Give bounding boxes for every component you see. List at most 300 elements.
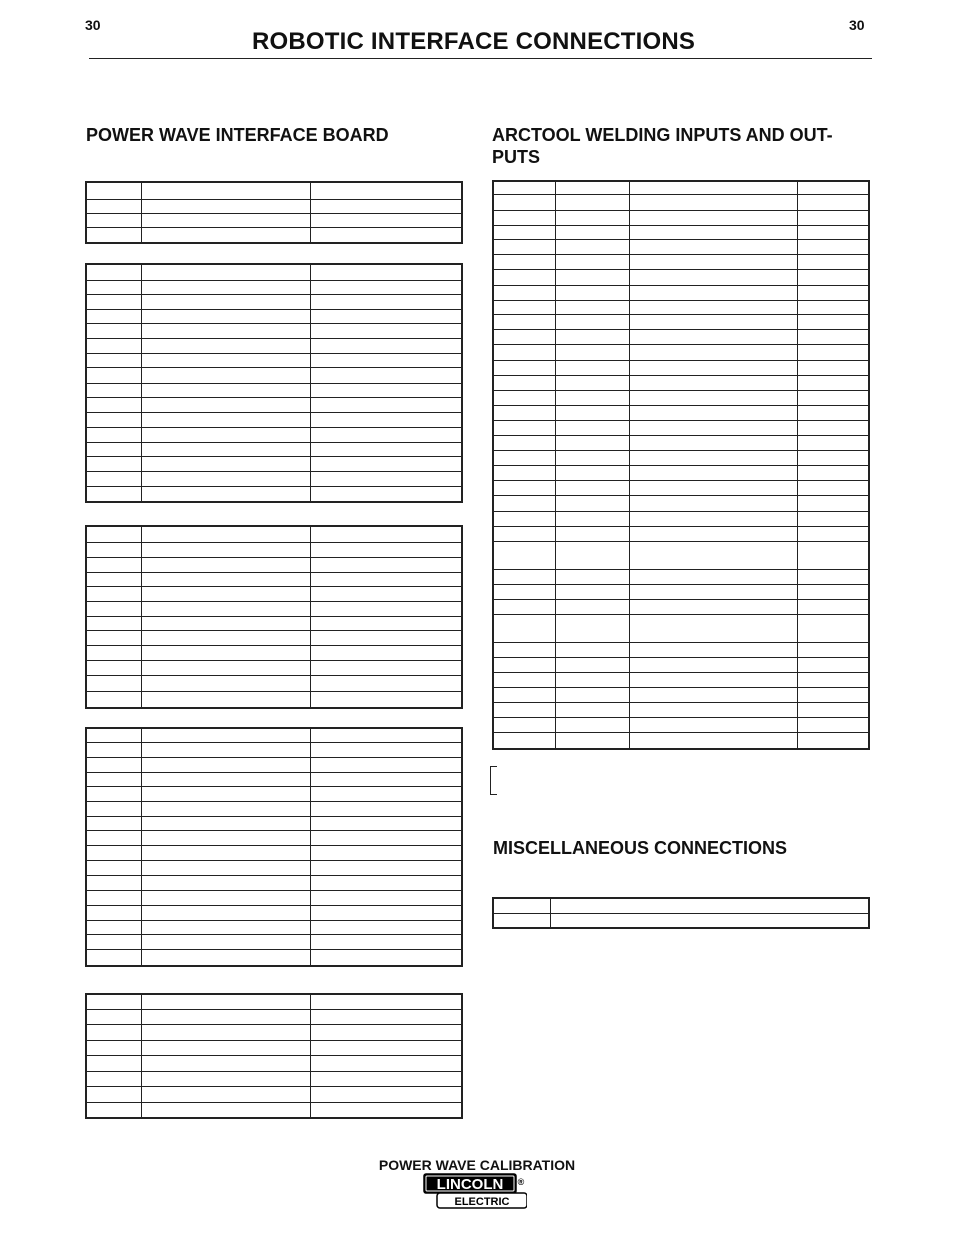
table-cell [141,397,310,412]
table-row [493,405,869,420]
table-cell [493,420,555,435]
table-cell [629,450,797,465]
table-row [86,660,462,675]
table-cell [493,181,555,194]
table-cell [555,181,629,194]
table-cell [86,934,141,949]
table-cell [493,599,555,614]
table-cell [141,323,310,338]
table-cell [86,557,141,572]
table-cell [141,383,310,397]
table-cell [493,702,555,717]
table-row [493,225,869,239]
table-cell [555,210,629,225]
table-cell [141,1055,310,1071]
table-cell [797,687,869,702]
table-cell [86,757,141,772]
table-cell [493,672,555,687]
table-row [86,1102,462,1118]
table-cell [86,630,141,645]
table-cell [141,427,310,442]
table-cell [629,465,797,480]
table-cell [141,456,310,471]
table-cell [141,471,310,486]
table-cell [797,614,869,642]
table-cell [310,905,462,920]
table-row [86,227,462,243]
table-cell [493,495,555,511]
table-cell [141,338,310,353]
table-cell [629,285,797,300]
table-cell [629,732,797,749]
table-cell [310,949,462,966]
table-row [86,542,462,557]
table-row [86,786,462,801]
table-cell [797,254,869,269]
table-cell [141,542,310,557]
table-cell [86,601,141,616]
table-cell [310,1040,462,1055]
table-row [86,526,462,542]
table-cell [141,1102,310,1118]
table-row [493,526,869,541]
table-cell [629,511,797,526]
table-cell [86,645,141,660]
table-cell [555,194,629,210]
table-cell [797,569,869,584]
table-cell [86,786,141,801]
table-cell [555,569,629,584]
table-cell [629,702,797,717]
table-cell [797,541,869,569]
table-cell [555,360,629,375]
table-cell [493,584,555,599]
table-row [493,314,869,329]
table-cell [86,353,141,367]
table-cell [310,442,462,456]
table-cell [86,456,141,471]
table-cell [629,420,797,435]
table-cell [141,1040,310,1055]
table-cell [555,480,629,495]
table-row [493,344,869,360]
logo-bottom-text: ELECTRIC [454,1196,510,1208]
table-cell [493,375,555,390]
table-cell [310,630,462,645]
table-cell [86,213,141,227]
table-cell [310,338,462,353]
table-cell [310,412,462,427]
table-cell [310,367,462,383]
table-cell [493,687,555,702]
page-number-left: 30 [85,17,101,33]
section-heading-arctool-io: ARCTOOL WELDING INPUTS AND OUT- PUTS [492,125,833,167]
table-row [86,456,462,471]
lincoln-electric-logo [423,1173,527,1209]
table-cell [797,584,869,599]
table-cell [310,213,462,227]
table-row [86,471,462,486]
table-cell [555,254,629,269]
table-cell [310,586,462,601]
table-row [86,199,462,213]
table-cell [555,526,629,541]
table-cell [629,375,797,390]
table-row [493,511,869,526]
table-cell [493,450,555,465]
table-row [86,728,462,742]
table-cell [141,934,310,949]
table-cell [797,732,869,749]
table-cell [310,182,462,199]
table-cell [141,309,310,323]
table-cell [797,210,869,225]
table-row [493,465,869,480]
table-cell [141,1009,310,1024]
table-cell [629,642,797,657]
table-row [86,675,462,691]
table-row [493,732,869,749]
table-row [86,601,462,616]
table-cell [141,412,310,427]
table-cell [629,344,797,360]
table-cell [86,949,141,966]
misc-connections-table [492,897,870,929]
table-cell [141,660,310,675]
table-cell [629,329,797,344]
table-cell [629,569,797,584]
table-cell [86,367,141,383]
table-row [86,757,462,772]
table-cell [141,757,310,772]
table-cell [141,199,310,213]
table-cell [555,717,629,732]
table-cell [629,314,797,329]
table-cell [86,920,141,934]
table-row [86,442,462,456]
table-cell [797,465,869,480]
table-cell [629,194,797,210]
interface-board-table-5 [85,993,463,1119]
table-row [86,860,462,875]
table-cell [493,390,555,405]
table-cell [555,465,629,480]
note-bracket [490,766,497,795]
table-row [86,1040,462,1055]
table-cell [493,541,555,569]
table-cell [310,860,462,875]
table-cell [310,264,462,280]
table-cell [310,1086,462,1102]
table-cell [797,344,869,360]
table-cell [493,480,555,495]
table-cell [86,616,141,630]
table-cell [86,816,141,830]
table-cell [629,717,797,732]
table-row [493,584,869,599]
table-cell [310,772,462,786]
table-row [86,645,462,660]
table-row [493,254,869,269]
table-cell [493,732,555,749]
table-row [86,830,462,845]
table-cell [86,994,141,1009]
title-rule [89,58,872,59]
table-cell [555,435,629,450]
table-cell [86,526,141,542]
table-cell [555,269,629,285]
table-row [86,1009,462,1024]
table-cell [310,786,462,801]
table-cell [629,225,797,239]
table-cell [797,194,869,210]
table-cell [310,542,462,557]
page-title: ROBOTIC INTERFACE CONNECTIONS [252,28,696,55]
table-cell [555,672,629,687]
table-cell [629,239,797,254]
table-cell [555,614,629,642]
table-cell [629,541,797,569]
table-row [493,269,869,285]
table-row [86,572,462,586]
table-cell [797,657,869,672]
table-cell [629,584,797,599]
table-row [86,905,462,920]
table-cell [86,801,141,816]
table-cell [141,442,310,456]
table-row [86,294,462,309]
table-cell [310,526,462,542]
table-cell [141,845,310,860]
table-cell [493,194,555,210]
table-cell [310,294,462,309]
table-row [493,450,869,465]
table-cell [86,338,141,353]
table-cell [493,405,555,420]
table-cell [141,675,310,691]
table-row [86,309,462,323]
table-row [493,717,869,732]
table-cell [493,435,555,450]
table-cell [493,344,555,360]
table-cell [555,732,629,749]
table-row [86,890,462,905]
table-cell [797,239,869,254]
table-cell [310,427,462,442]
table-cell [86,1040,141,1055]
table-cell [555,225,629,239]
logo-registered-mark: ® [517,1177,525,1187]
table-cell [86,397,141,412]
table-row [493,672,869,687]
table-cell [86,412,141,427]
table-cell [797,420,869,435]
table-row [86,323,462,338]
table-cell [629,435,797,450]
table-cell [797,269,869,285]
table-cell [797,405,869,420]
table-cell [493,329,555,344]
table-cell [555,541,629,569]
table-cell [629,181,797,194]
table-cell [141,1024,310,1040]
table-cell [310,323,462,338]
table-cell [310,934,462,949]
table-cell [555,329,629,344]
table-cell [86,383,141,397]
table-cell [493,239,555,254]
table-cell [141,572,310,586]
table-cell [310,309,462,323]
table-cell [797,360,869,375]
table-cell [797,526,869,541]
table-cell [555,344,629,360]
table-cell [629,360,797,375]
table-cell [310,1055,462,1071]
table-cell [141,264,310,280]
table-cell [86,280,141,294]
table-cell [141,728,310,742]
table-cell [141,816,310,830]
table-row [493,360,869,375]
table-row [86,280,462,294]
table-cell [493,913,550,928]
table-cell [797,435,869,450]
table-cell [141,294,310,309]
table-cell [141,526,310,542]
table-row [493,495,869,511]
table-row [493,657,869,672]
table-cell [629,672,797,687]
table-cell [555,285,629,300]
table-cell [629,614,797,642]
table-row [86,920,462,934]
table-cell [797,480,869,495]
table-cell [310,1071,462,1086]
table-cell [141,645,310,660]
table-cell [86,845,141,860]
table-row [493,210,869,225]
table-cell [86,486,141,502]
table-row [493,285,869,300]
table-cell [310,227,462,243]
footer-section-name: POWER WAVE CALIBRATION [378,1157,576,1173]
table-cell [629,210,797,225]
table-cell [493,898,550,913]
table-cell [141,280,310,294]
table-cell [629,687,797,702]
table-row [86,934,462,949]
table-cell [86,691,141,708]
table-cell [141,949,310,966]
table-row [493,329,869,344]
section-heading-misc: MISCELLANEOUS CONNECTIONS [493,838,788,858]
table-cell [797,329,869,344]
table-cell [629,526,797,541]
table-cell [310,557,462,572]
table-cell [86,227,141,243]
table-cell [555,314,629,329]
table-cell [493,300,555,314]
table-cell [797,511,869,526]
table-row [493,913,869,928]
table-row [86,949,462,966]
table-cell [629,269,797,285]
table-cell [310,572,462,586]
table-cell [141,786,310,801]
table-cell [310,1024,462,1040]
table-cell [493,569,555,584]
table-cell [310,397,462,412]
table-cell [86,323,141,338]
table-cell [86,728,141,742]
table-row [86,586,462,601]
table-cell [797,225,869,239]
table-cell [86,660,141,675]
section-heading-interface-board: POWER WAVE INTERFACE BOARD [86,125,389,145]
table-cell [310,816,462,830]
table-cell [310,471,462,486]
table-cell [493,614,555,642]
table-cell [493,285,555,300]
table-cell [141,601,310,616]
table-cell [310,383,462,397]
table-cell [86,875,141,890]
table-cell [629,254,797,269]
table-cell [797,495,869,511]
table-cell [310,1102,462,1118]
table-row [493,569,869,584]
table-cell [550,913,869,928]
table-cell [86,675,141,691]
table-cell [141,1071,310,1086]
table-row [86,1024,462,1040]
table-cell [310,1009,462,1024]
table-row [86,742,462,757]
table-cell [310,890,462,905]
table-row [86,397,462,412]
table-cell [493,526,555,541]
table-cell [141,801,310,816]
table-cell [555,657,629,672]
table-cell [493,465,555,480]
table-cell [797,300,869,314]
table-cell [86,1086,141,1102]
table-row [86,801,462,816]
table-cell [629,599,797,614]
table-cell [555,405,629,420]
table-row [86,1086,462,1102]
table-cell [797,599,869,614]
table-cell [555,702,629,717]
table-row [493,375,869,390]
interface-board-table-1 [85,181,463,244]
table-cell [141,557,310,572]
table-cell [629,405,797,420]
table-cell [310,280,462,294]
table-cell [555,300,629,314]
table-row [86,353,462,367]
table-cell [629,300,797,314]
table-cell [141,630,310,645]
table-cell [310,875,462,890]
table-row [86,182,462,199]
arctool-io-table [492,180,870,750]
table-row [493,300,869,314]
table-cell [797,717,869,732]
table-row [86,630,462,645]
table-row [86,1071,462,1086]
